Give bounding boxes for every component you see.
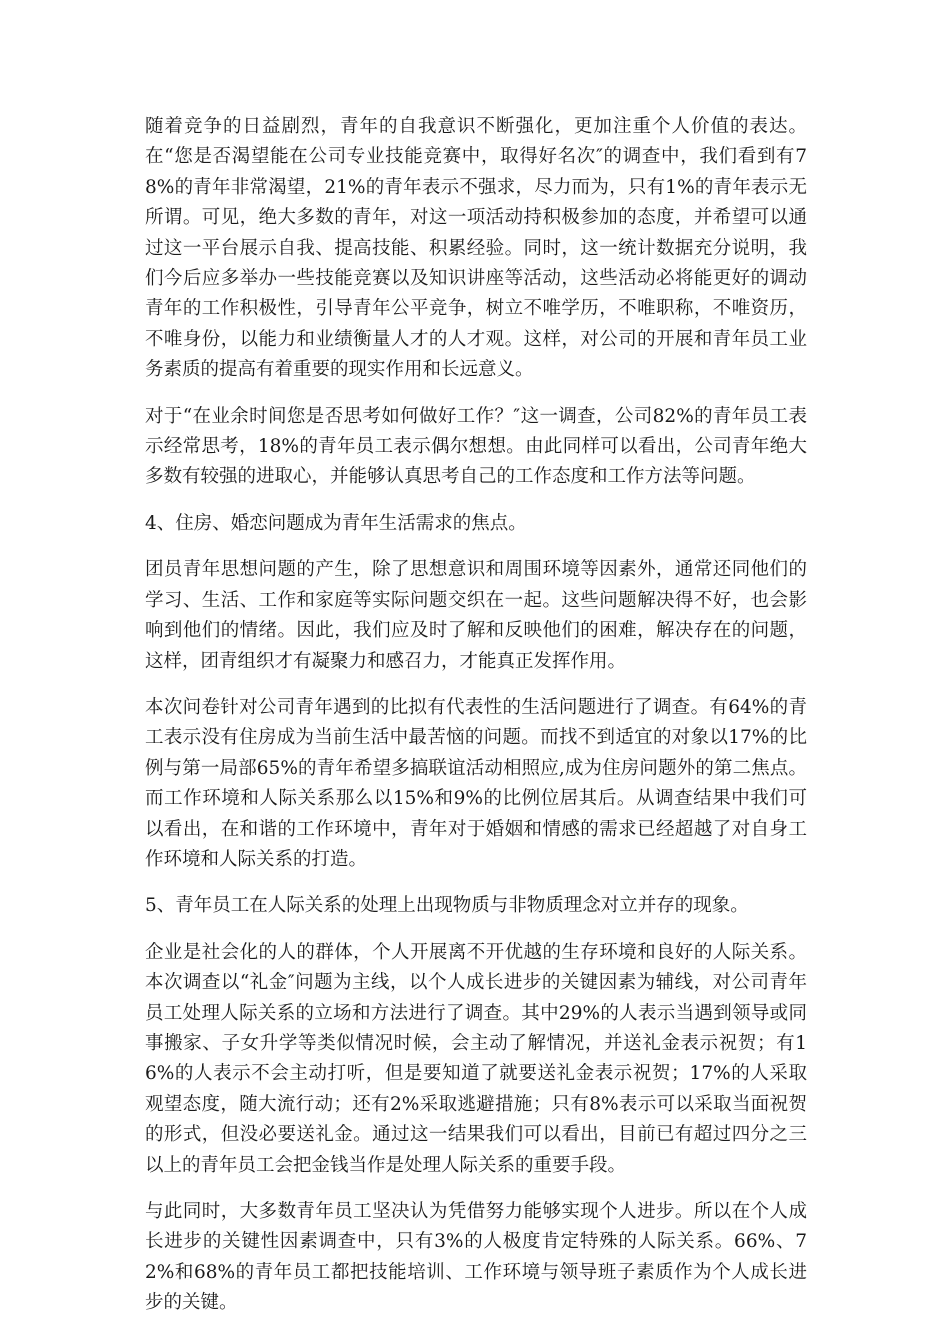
paragraph-personal-progress: 与此同时，大多数青年员工坚决认为凭借努力能够实现个人进步。所以在个人成长进步的关键性因素调查中，只有3%的人极度肯定特殊的人际关系。66%、72%和68%的青年员工都把技能培训、工作环境与领导班子素质作为个人成长进步的关键。 <box>145 1201 807 1314</box>
section-heading-housing-marriage: 4、住房、婚恋问题成为青年生活需求的焦点。 <box>145 512 527 534</box>
paragraph-gift-money-survey: 企业是社会化的人的群体，个人开展离不开优越的生存环境和良好的人际关系。本次调查以“礼金″问题为主线，以个人成长进步的关键因素为辅线，对公司青年员工处理人际关系的立场和方法进行了调查。其中29%的人表示当遇到领导或同事搬家、子女升学等类似情况时候，会主动了解情况，并送礼金表示祝贺；有16%的人表示不会主动打听，但是要知道了就要送礼金表示祝贺；17%的人采取观望态度，随大流行动；还有2%采取逃避措施；只有8%表示可以采取当面祝贺的形式，但没必要送礼金。通过这一结果我们可以看出，目前已有超过四分之三以上的青年员工会把金钱当作是处理人际关系的重要手段。 <box>145 941 807 1176</box>
paragraph-spare-time-thinking: 对于“在业余时间您是否思考如何做好工作？″这一调查，公司82%的青年员工表示经常思考，18%的青年员工表示偶尔想想。由此同样可以看出，公司青年绝大多数有较强的进取心，并能够认真思考自己的工作态度和工作方法等问题。 <box>145 405 807 488</box>
paragraph-life-problems-survey: 本次问卷针对公司青年遇到的比拟有代表性的生活问题进行了调查。有64%的青工表示没有住房成为当前生活中最苦恼的问题。而找不到适宜的对象以17%的比例与第一局部65%的青年希望多搞联谊活动相照应,成为住房问题外的第二焦点。而工作环境和人际关系那么以15%和9%的比例位居其后。从调查结果中我们可以看出，在和谐的工作环境中，青年对于婚姻和情感的需求已经超越了对自身工作环境和人际关系的打造。 <box>145 696 807 870</box>
paragraph-self-awareness: 随着竞争的日益剧烈，青年的自我意识不断强化，更加注重个人价值的表达。在“您是否渴望能在公司专业技能竞赛中，取得好名次″的调查中，我们看到有78%的青年非常渴望，21%的青年表示不强求，尽力而为，只有1%的青年表示无所谓。可见，绝大多数的青年，对这一项活动持积极参加的态度，并希望可以通过这一平台展示自我、提高技能、积累经验。同时，这一统计数据充分说明，我们今后应多举办一些技能竞赛以及知识讲座等活动，这些活动必将能更好的调动青年的工作积极性，引导青年公平竞争，树立不唯学历，不唯职称，不唯资历，不唯身份，以能力和业绩衡量人才的人才观。这样，对公司的开展和青年员工业务素质的提高有着重要的现实作用和长远意义。 <box>145 116 807 381</box>
paragraph-youth-thought-problems: 团员青年思想问题的产生，除了思想意识和周围环境等因素外，通常还同他们的学习、生活、工作和家庭等实际问题交织在一起。这些问题解决得不好，也会影响到他们的情绪。因此，我们应及时了解和反映他们的困难，解决存在的问题，这样，团青组织才有凝聚力和感召力，才能真正发挥作用。 <box>145 559 807 672</box>
section-heading-interpersonal-relations: 5、青年员工在人际关系的处理上出现物质与非物质理念对立并存的现象。 <box>145 895 749 917</box>
document-body <box>145 112 807 1335</box>
